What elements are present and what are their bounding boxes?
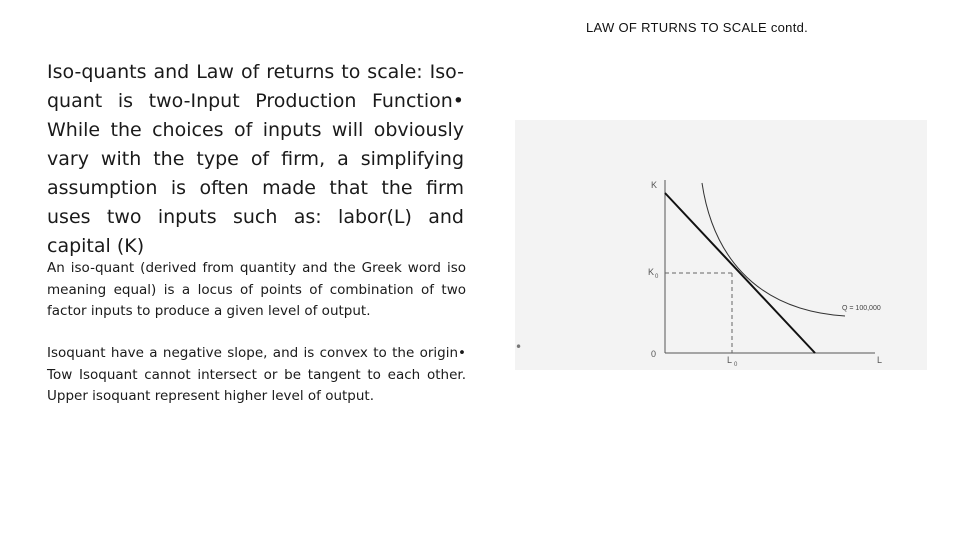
bullet-marker: • bbox=[515, 340, 523, 354]
isoquant-figure bbox=[515, 120, 927, 370]
y-axis-label: K bbox=[651, 180, 658, 190]
isoquant-properties-paragraph: Isoquant have a negative slope, and is convex to the origin• Tow Isoquant cannot intersect or be tangent to each other. Upper isoquant represent higher level of output. bbox=[47, 345, 466, 404]
origin-label: 0 bbox=[651, 349, 657, 359]
x-axis-label: L bbox=[877, 355, 883, 365]
k0-label: K bbox=[648, 267, 655, 277]
k0-subscript: 0 bbox=[655, 274, 659, 280]
isoquant-output-label: Q = 100,000 bbox=[842, 305, 881, 312]
intro-paragraph: Iso-quants and Law of returns to scale: Iso-quant is two-Input Production Function• While the choices of inputs will obviously vary with the type of firm, a simplifying assumption is often made that the firm uses two inputs such as: labor(L) and capital (K) bbox=[47, 61, 464, 257]
isoquant-diagram bbox=[515, 120, 927, 370]
l0-label: L bbox=[727, 355, 733, 365]
isoquant-curve bbox=[702, 183, 845, 316]
l0-subscript: 0 bbox=[734, 362, 738, 368]
isoquant-definition-paragraph: An iso-quant (derived from quantity and the Greek word iso meaning equal) is a locus of points of combination of two factor inputs to produce a given level of output. bbox=[47, 260, 466, 319]
slide-title: LAW OF RTURNS TO SCALE contd. bbox=[586, 20, 809, 35]
